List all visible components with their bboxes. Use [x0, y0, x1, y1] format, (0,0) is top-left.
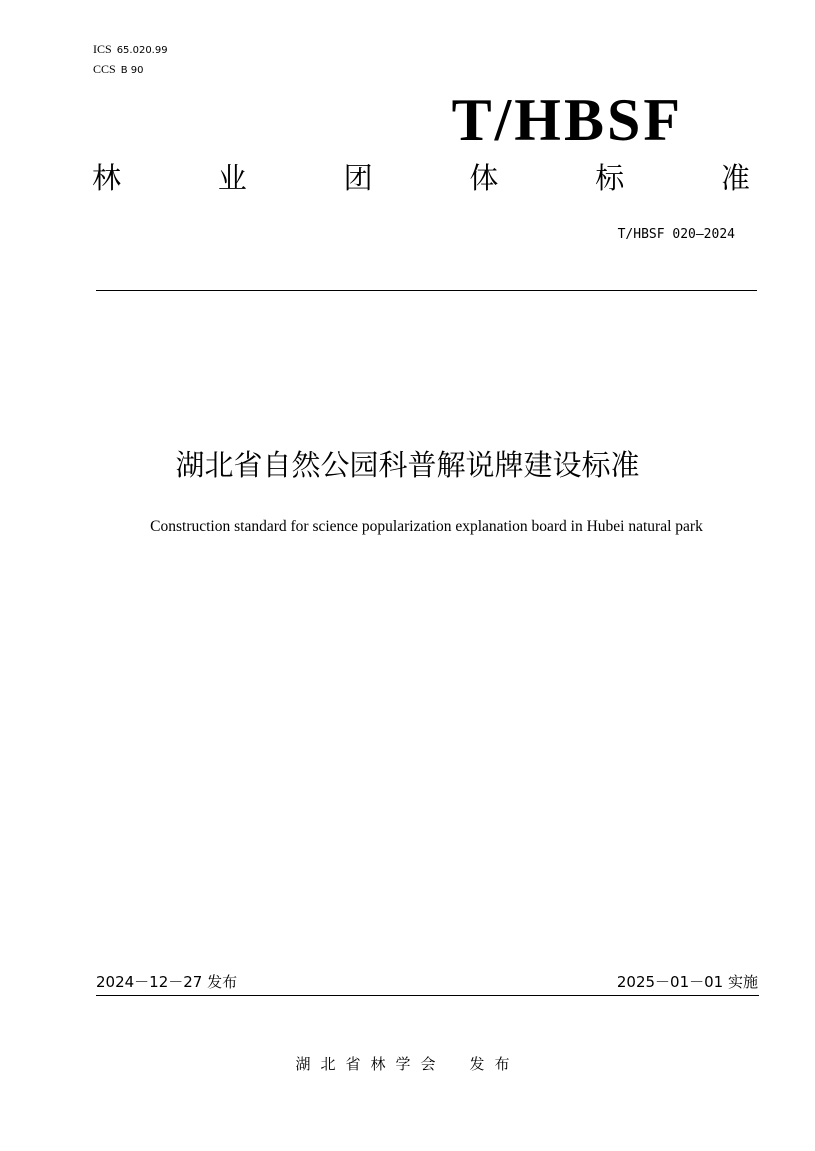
publisher-line — [0, 1052, 815, 1076]
standard-type-char: 准 — [720, 161, 750, 195]
issue-date: 2024－12－27 发布 — [96, 973, 238, 991]
footer-divider — [96, 995, 759, 996]
standard-type-char: 团 — [343, 161, 373, 195]
ics-code: 65.020.99 — [116, 45, 168, 56]
header-divider — [96, 290, 757, 291]
standard-code-logo: T/HBSF — [451, 87, 683, 153]
ccs-classification — [93, 62, 143, 78]
standard-type-char: 业 — [217, 161, 247, 195]
standard-type-heading — [92, 158, 750, 198]
ccs-label: CCS — [93, 62, 116, 76]
publisher-action: 发布 — [469, 1055, 520, 1073]
document-title-chinese: 湖北省自然公园科普解说牌建设标准 — [175, 448, 640, 482]
ics-classification — [93, 42, 168, 58]
ccs-code: B 90 — [120, 65, 144, 76]
document-title-english: Construction standard for science popularization explanation board in Hubei natural park — [150, 518, 703, 535]
standard-type-char: 标 — [595, 161, 625, 195]
standard-type-char: 体 — [469, 161, 499, 195]
publisher-organization: 湖北省林学会 — [295, 1055, 446, 1073]
implementation-date: 2025－01－01 实施 — [616, 973, 758, 991]
standard-type-char: 林 — [92, 161, 122, 195]
ics-label: ICS — [93, 42, 112, 56]
document-number: T/HBSF 020—2024 — [617, 227, 735, 242]
